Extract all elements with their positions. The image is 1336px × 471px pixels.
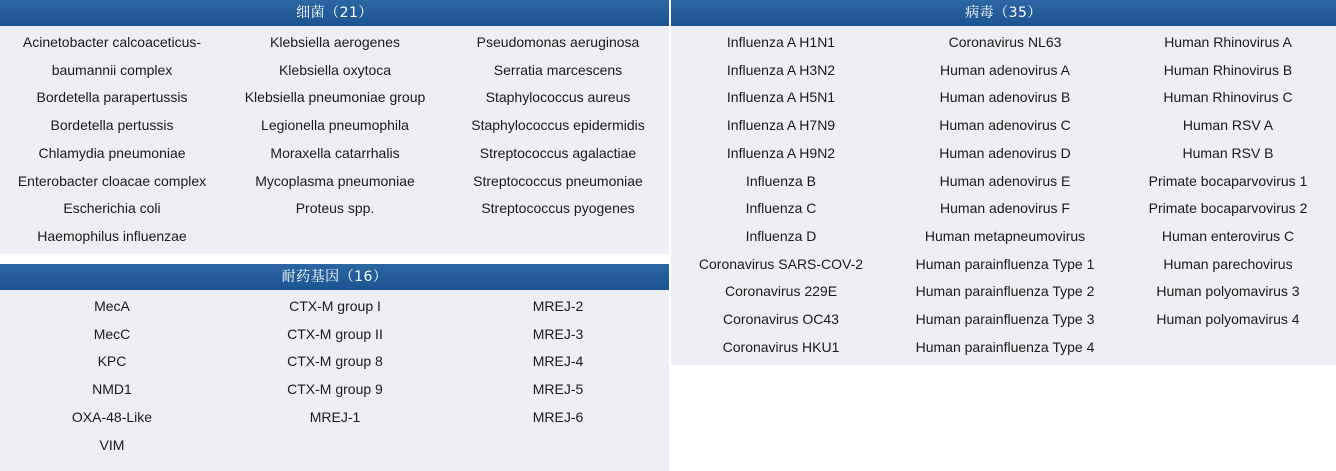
virus-item: Primate bocaparvovirus 1	[1148, 172, 1308, 189]
virus-item: Human adenovirus A	[940, 61, 1070, 78]
virus-item: Human parainfluenza Type 4	[915, 338, 1095, 355]
bacteria-item: baumannii complex	[51, 61, 173, 78]
resistance-item: MecC	[93, 325, 131, 342]
resistance-item: CTX-M group II	[287, 325, 383, 342]
virus-item: Human RSV A	[1182, 117, 1274, 134]
resistance-panel	[0, 264, 669, 471]
bacteria-item: Staphylococcus aureus	[485, 89, 631, 106]
virus-item: Human adenovirus F	[940, 200, 1070, 217]
virus-item: Coronavirus 229E	[724, 283, 838, 300]
virus-item: Human parechovirus	[1163, 255, 1293, 272]
resistance-item: CTX-M group I	[289, 298, 381, 314]
virus-item: Human polyomavirus 3	[1156, 283, 1300, 300]
resistance-item: MREJ-6	[532, 408, 584, 425]
bacteria-item: Pseudomonas aeruginosa	[476, 34, 640, 50]
bacteria-item: Klebsiella oxytoca	[278, 61, 392, 78]
resistance-item: MREJ-1	[309, 408, 361, 425]
bacteria-item: Bordetella parapertussis	[36, 89, 188, 106]
virus-item: Influenza A H5N1	[726, 89, 836, 106]
resistance-item: MREJ-5	[532, 381, 584, 398]
bacteria-item: Mycoplasma pneumoniae	[255, 172, 415, 189]
virus-item: Coronavirus HKU1	[722, 338, 840, 355]
resistance-item: KPC	[97, 353, 127, 370]
virus-item: Human parainfluenza Type 2	[915, 283, 1095, 300]
resistance-item: MREJ-3	[532, 325, 584, 342]
bacteria-item: Klebsiella aerogenes	[270, 34, 400, 50]
resistance-item: MecA	[94, 298, 130, 314]
virus-item: Influenza C	[745, 200, 817, 217]
bacteria-item: Moraxella catarrhalis	[270, 144, 400, 161]
bacteria-panel	[0, 0, 669, 254]
virus-item: Human adenovirus D	[939, 144, 1071, 161]
bacteria-item: Streptococcus pneumoniae	[473, 172, 643, 189]
resistance-item: CTX-M group 9	[287, 381, 383, 398]
bacteria-item: Streptococcus pyogenes	[481, 200, 635, 217]
virus-header: 病毒（35）	[671, 0, 1336, 26]
bacteria-item: Haemophilus influenzae	[37, 227, 187, 244]
virus-item: Coronavirus OC43	[723, 311, 839, 327]
bacteria-item: Enterobacter cloacae complex	[17, 172, 207, 189]
bacteria-item: Bordetella pertussis	[50, 117, 174, 134]
virus-item: Human adenovirus E	[939, 172, 1071, 189]
resistance-item: NMD1	[92, 381, 132, 398]
resistance-item: CTX-M group 8	[287, 353, 383, 370]
virus-item: Influenza A H1N1	[726, 34, 836, 50]
virus-item: Human parainfluenza Type 3	[915, 311, 1095, 327]
virus-item: Human RSV B	[1182, 144, 1274, 161]
bacteria-item: Klebsiella pneumoniae group	[244, 89, 426, 106]
resistance-header: 耐药基因（16）	[0, 264, 669, 290]
bacteria-item: Serratia marcescens	[493, 61, 623, 78]
virus-item: Influenza A H3N2	[726, 61, 836, 78]
virus-item: Influenza A H9N2	[726, 144, 836, 161]
bacteria-header: 细菌（21）	[0, 0, 669, 26]
virus-panel	[671, 0, 1336, 365]
bacteria-item: Legionella pneumophila	[261, 117, 409, 134]
virus-item: Human Rhinovirus A	[1164, 34, 1292, 50]
virus-item: Influenza B	[745, 172, 817, 189]
virus-item: Human parainfluenza Type 1	[915, 255, 1095, 272]
virus-item: Influenza D	[745, 227, 817, 244]
bacteria-item: Staphylococcus epidermidis	[471, 117, 645, 134]
bacteria-item: Proteus spp.	[295, 200, 375, 217]
virus-item: Human polyomavirus 4	[1156, 311, 1300, 327]
resistance-item: MREJ-4	[532, 353, 584, 370]
virus-item: Human adenovirus C	[939, 117, 1071, 134]
virus-item: Human adenovirus B	[939, 89, 1071, 106]
virus-item: Human enterovirus C	[1161, 227, 1295, 244]
virus-item: Coronavirus SARS-COV-2	[698, 255, 864, 272]
bacteria-item: Escherichia coli	[63, 200, 161, 217]
virus-item: Human Rhinovirus C	[1163, 89, 1293, 106]
resistance-item: OXA-48-Like	[71, 408, 153, 425]
virus-item: Human metapneumovirus	[924, 227, 1086, 244]
bacteria-item: Chlamydia pneumoniae	[38, 144, 186, 161]
bacteria-item: Streptococcus agalactiae	[479, 144, 637, 161]
virus-item: Primate bocaparvovirus 2	[1148, 200, 1308, 217]
resistance-item: MREJ-2	[532, 298, 584, 314]
virus-item: Influenza A H7N9	[726, 117, 836, 134]
bacteria-item: Acinetobacter calcoaceticus-	[22, 34, 202, 50]
virus-item: Coronavirus NL63	[948, 34, 1062, 50]
resistance-item: VIM	[99, 436, 125, 453]
virus-item: Human Rhinovirus B	[1163, 61, 1293, 78]
